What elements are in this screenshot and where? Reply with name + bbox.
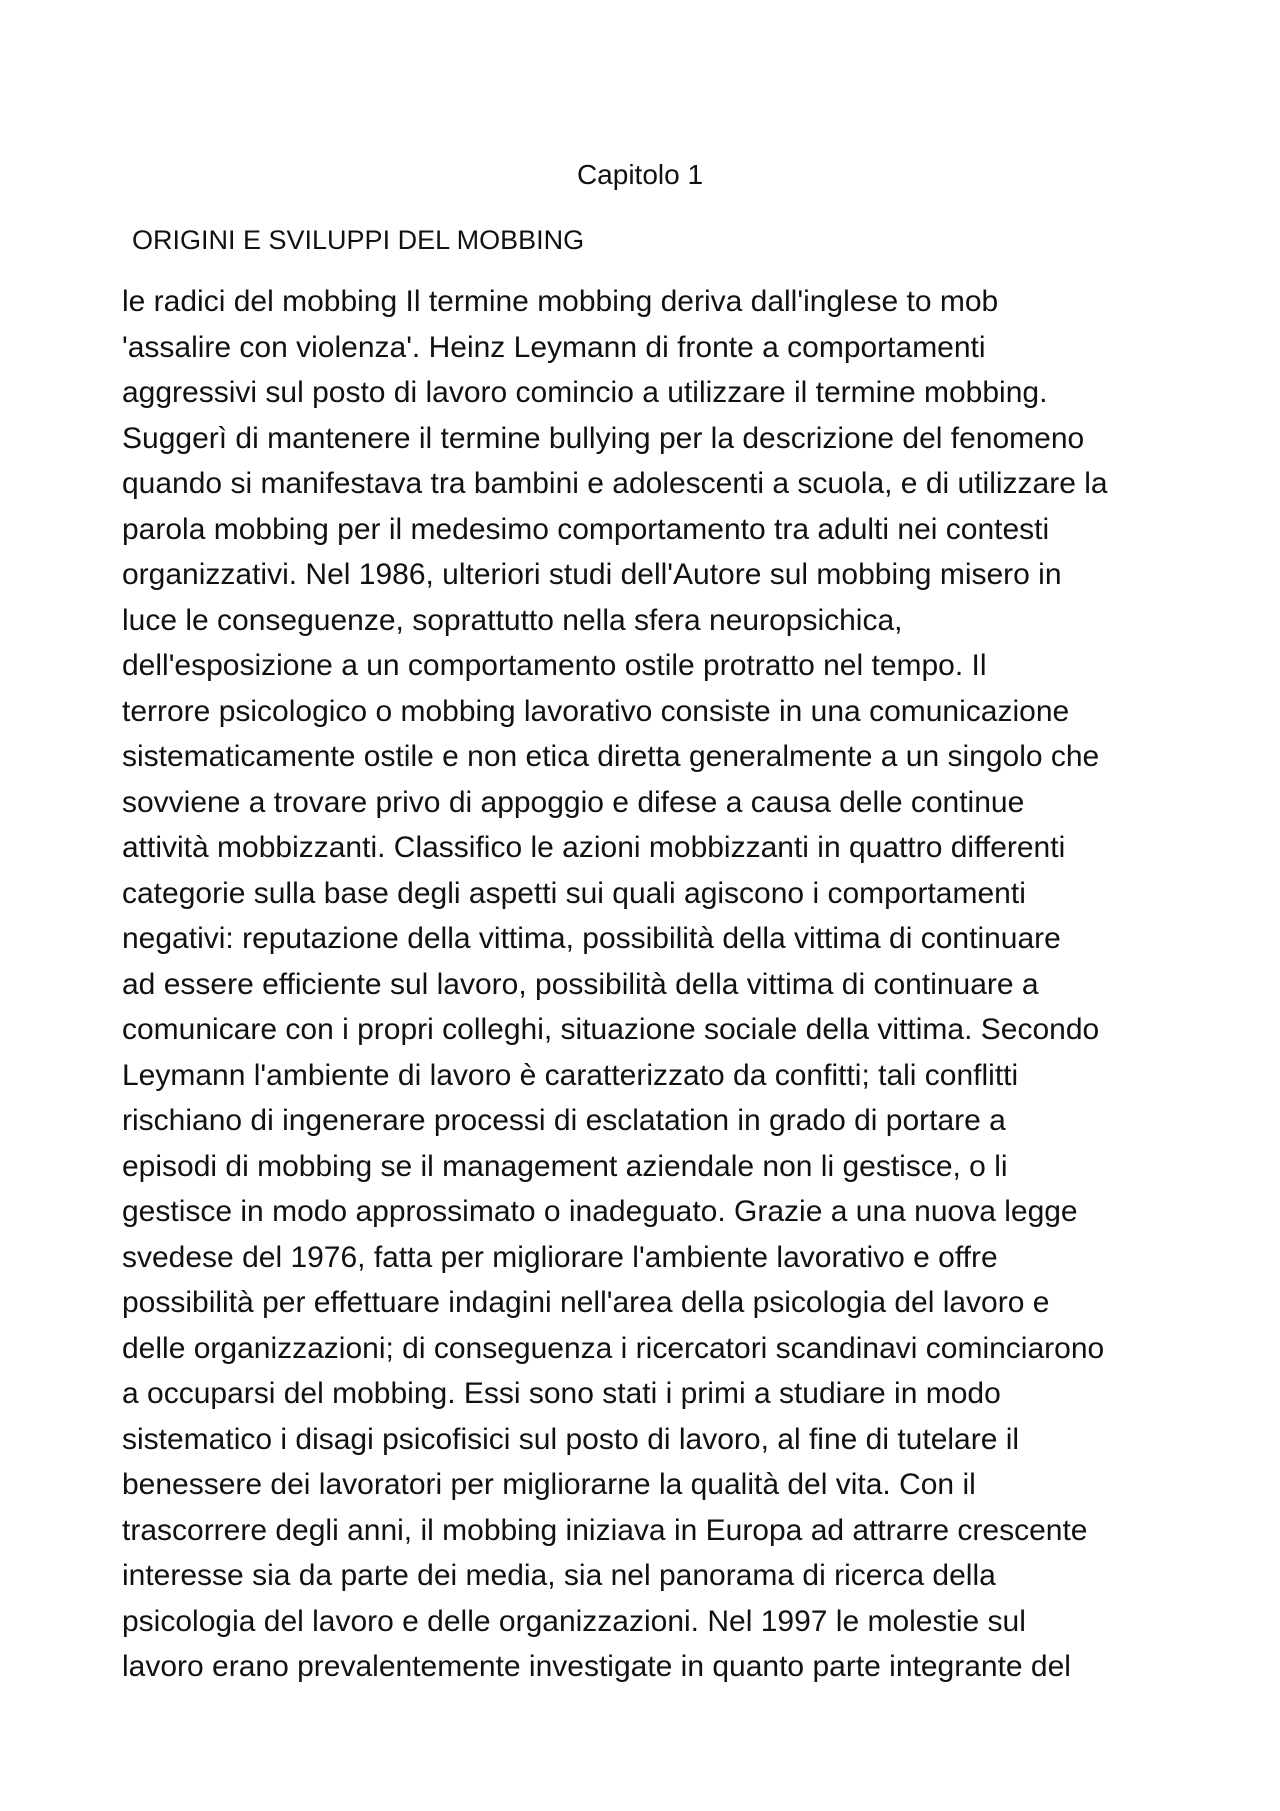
- text-line: a occuparsi del mobbing. Essi sono stati i primi a studiare in modo: [122, 1377, 1001, 1410]
- text-line: parola mobbing per il medesimo comportamento tra adulti nei contesti: [122, 512, 1050, 546]
- text-line: possibilità per effettuare indagini nell'area della psicologia del lavoro e: [122, 1286, 1050, 1319]
- text-line: benessere dei lavoratori per migliorarne la qualità del vita. Con il: [122, 1468, 976, 1501]
- text-line: rischiano di ingenerare processi di esclatation in grado di portare a: [122, 1104, 1006, 1137]
- text-line: categorie sulla base degli aspetti sui quali agiscono i comportamenti: [122, 876, 1026, 910]
- text-line: comunicare con i propri colleghi, situazione sociale della vittima. Secondo: [122, 1013, 1100, 1046]
- text-line: terrore psicologico o mobbing lavorativo consiste in una comunicazione: [122, 694, 1070, 728]
- text-line: sistematico i disagi psicofisici sul posto di lavoro, al fine di tutelare il: [122, 1422, 1020, 1456]
- text-line: sistematicamente ostile e non etica diretta generalmente a un singolo che: [122, 740, 1100, 773]
- text-line: trascorrere degli anni, il mobbing iniziava in Europa ad attrarre crescente: [122, 1513, 1088, 1547]
- text-line: le radici del mobbing Il termine mobbing deriva dall'inglese to mob: [122, 285, 999, 318]
- text-line: Suggerì di mantenere il termine bullying per la descrizione del fenomeno: [122, 421, 1085, 455]
- text-line: episodi di mobbing se il management aziendale non li gestisce, o li: [122, 1149, 1008, 1183]
- text-line: quando si manifestava tra bambini e adolescenti a scuola, e di utilizzare la: [122, 467, 1108, 500]
- text-line: luce le conseguenze, soprattutto nella sfera neuropsichica,: [122, 603, 903, 637]
- text-line: svedese del 1976, fatta per migliorare l'ambiente lavorativo e offre: [122, 1240, 998, 1274]
- chapter-heading: Capitolo 1: [576, 159, 704, 190]
- text-line: ad essere efficiente sul lavoro, possibilità della vittima di continuare a: [122, 967, 1039, 1001]
- text-line: sovviene a trovare privo di appoggio e difese a causa delle continue: [122, 785, 1025, 819]
- text-line: aggressivi sul posto di lavoro comincio a utilizzare il termine mobbing.: [122, 376, 1048, 409]
- text-line: attività mobbizzanti. Classifico le azioni mobbizzanti in quattro differenti: [122, 831, 1066, 864]
- section-heading: ORIGINI E SVILUPPI DEL MOBBING: [132, 225, 585, 255]
- text-line: delle organizzazioni; di conseguenza i ricercatori scandinavi cominciarono: [122, 1331, 1105, 1365]
- text-line: psicologia del lavoro e delle organizzazioni. Nel 1997 le molestie sul: [122, 1604, 1026, 1638]
- text-line: Leymann l'ambiente di lavoro è caratterizzato da confitti; tali conflitti: [122, 1058, 1019, 1092]
- text-line: negativi: reputazione della vittima, possibilità della vittima di continuare: [122, 922, 1061, 955]
- text-line: dell'esposizione a un comportamento ostile protratto nel tempo. Il: [122, 649, 987, 682]
- text-line: lavoro erano prevalentemente investigate in quanto parte integrante del: [122, 1650, 1071, 1683]
- text-line: organizzativi. Nel 1986, ulteriori studi dell'Autore sul mobbing misero in: [122, 558, 1062, 591]
- text-line: interesse sia da parte dei media, sia nel panorama di ricerca della: [122, 1559, 996, 1592]
- text-line: gestisce in modo approssimato o inadeguato. Grazie a una nuova legge: [122, 1195, 1078, 1228]
- text-line: 'assalire con violenza'. Heinz Leymann di fronte a comportamenti: [122, 330, 986, 364]
- body-paragraph: [122, 279, 1182, 1690]
